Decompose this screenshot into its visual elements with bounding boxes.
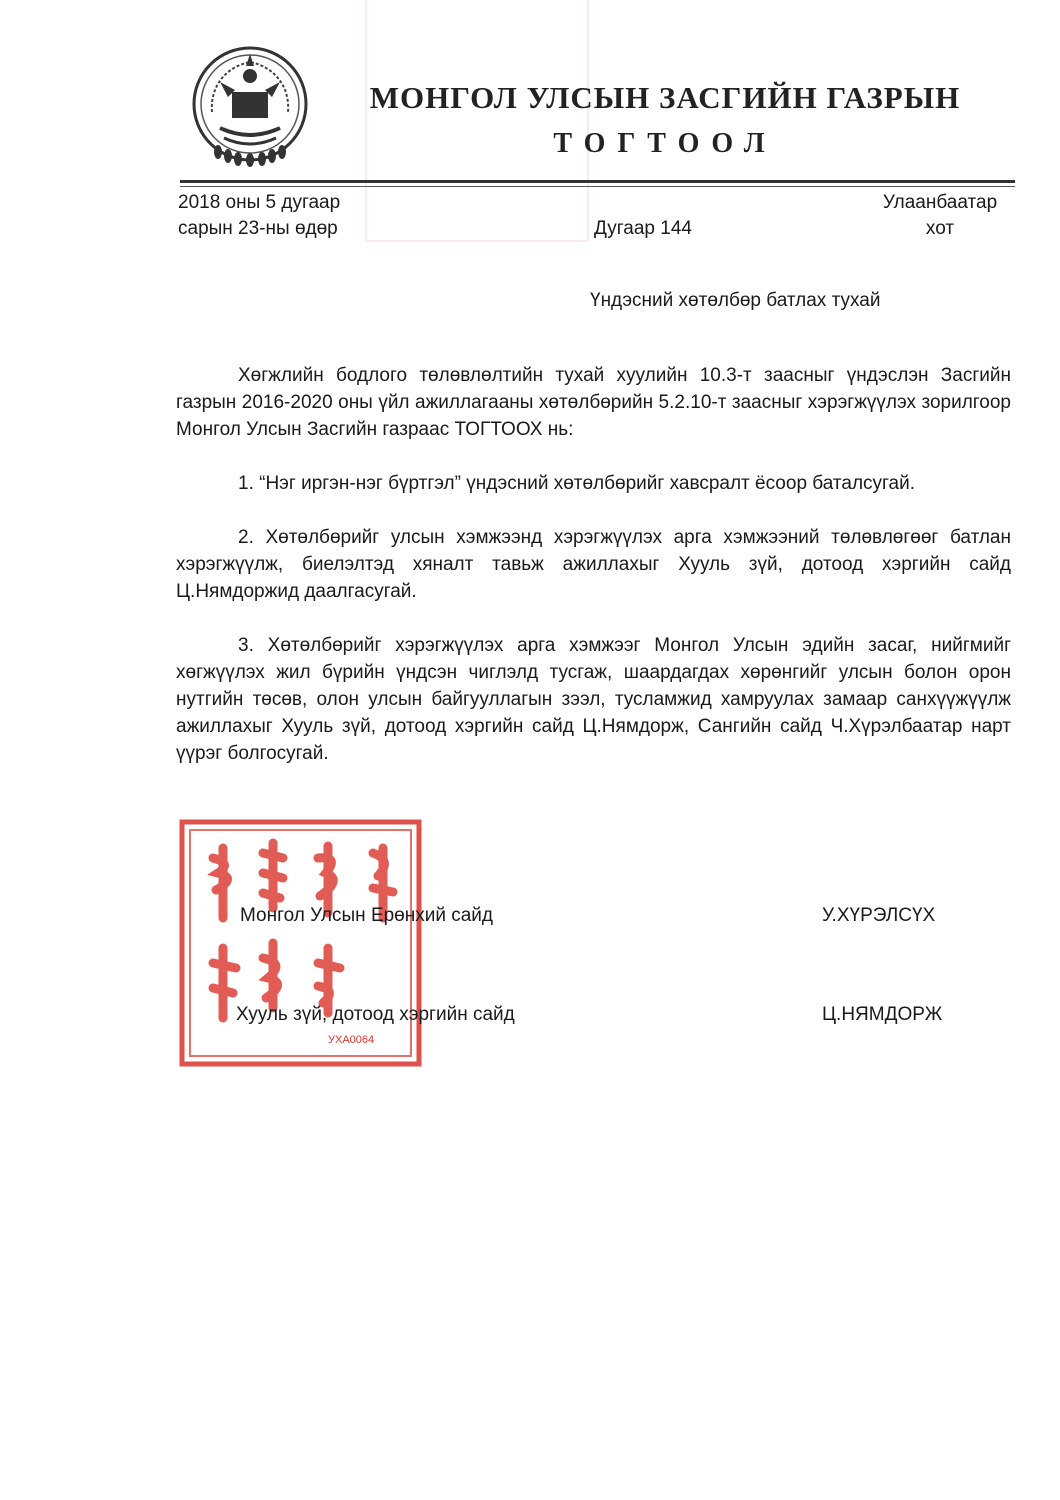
place-line: хот (925, 218, 955, 239)
document-date (178, 190, 340, 242)
header-divider-thin (180, 186, 1015, 187)
place-line: Улаанбаатар (882, 192, 998, 213)
document-place (860, 190, 1020, 242)
body-paragraph: 1. “Нэг иргэн-нэг бүртгэл” үндэсний хөтөлбөрийг хавсралт ёсоор баталсугай. (238, 473, 915, 494)
signatory-title: Монгол Улсын Ерөнхий сайд (240, 905, 494, 926)
red-seal-icon (178, 818, 423, 1068)
date-line: 2018 оны 5 дугаар (178, 192, 341, 213)
document-number: Дугаар 144 (594, 218, 692, 239)
document-body (176, 362, 1011, 794)
header-divider (180, 180, 1015, 183)
date-line: сарын 23-ны өдөр (178, 218, 338, 239)
signatory-name: Ц.НЯМДОРЖ (822, 1004, 943, 1025)
body-paragraph: Хөгжлийн бодлого төлөвлөлтийн тухай хуулийн 10.3-т заасныг үндэслэн Засгийн газрын 2016-2020 оны үйл ажиллагааны хөтөлбөрийн 5.2.10-т заасныг хэрэгжүүлэх зорилгоор Монгол Улсын Засгийн газраас ТОГТООХ нь: (176, 365, 1011, 440)
bleed-through-stamp (365, 0, 589, 242)
body-paragraph: 2. Хөтөлбөрийг улсын хэмжээнд хэрэгжүүлэх арга хэмжээний төлөвлөгөөг батлан хэрэгжүүлж, биелэлтэд хяналт тавьж ажиллахыг Хууль зүй, дотоод хэргийн сайд Ц.Нямдоржид даалгасугай. (176, 527, 1011, 602)
document-header-title: МОНГОЛ УЛСЫН ЗАСГИЙН ГАЗРЫН (369, 80, 961, 115)
signatory-name: У.ХҮРЭЛСҮХ (822, 905, 936, 926)
signatory-title: Хууль зүй, дотоод хэргийн сайд (236, 1004, 515, 1025)
body-paragraph: 3. Хөтөлбөрийг хэрэгжүүлэх арга хэмжээг Монгол Улсын эдийн засаг, нийгмийг хөгжүүлэх жил бүрийн үндсэн чиглэлд тусгаж, шаардагдах хөрөнгийг улсын болон орон нутгийн төсөв, олон улсын байгууллагын зээл, тусламжид хамруулах замаар санхүүжүүлж ажиллахыг Хууль зүй, дотоод хэргийн сайд Ц.Нямдорж, Сангийн сайд Ч.Хүрэлбаатар нарт үүрэг болгосугай. (176, 635, 1011, 764)
seal-code: УХА0064 (328, 1034, 375, 1046)
document-type-title: ТОГТООЛ (553, 128, 777, 159)
document-subject: Үндэсний хөтөлбөр батлах тухай (590, 290, 881, 311)
state-emblem-icon (190, 42, 310, 174)
